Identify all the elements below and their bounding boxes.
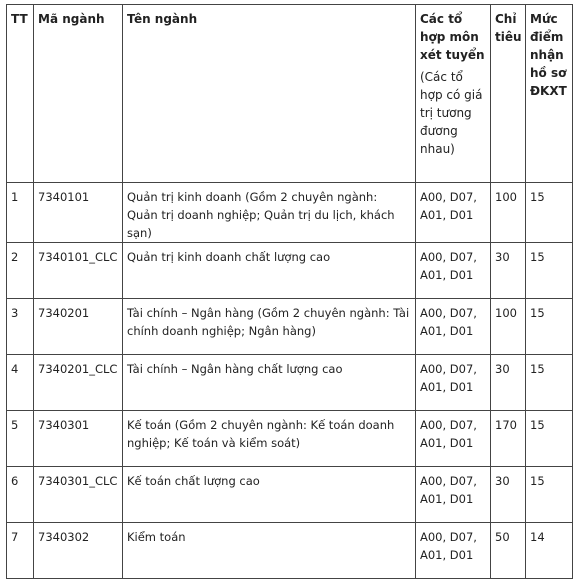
cell-score: 15 — [526, 299, 573, 355]
cell-combos: A00, D07, A01, D01 — [416, 467, 491, 523]
cell-combos: A00, D07, A01, D01 — [416, 355, 491, 411]
header-code: Mã ngành — [34, 5, 123, 183]
cell-quota: 30 — [491, 467, 526, 523]
cell-tt: 6 — [7, 467, 34, 523]
cell-quota: 30 — [491, 355, 526, 411]
cell-code: 7340101 — [34, 183, 123, 243]
header-combos-note: (Các tổ hợp có giá trị tương đương nhau) — [420, 70, 483, 156]
table-row — [7, 243, 573, 299]
header-row — [7, 5, 573, 183]
cell-name: Tài chính – Ngân hàng (Gồm 2 chuyên ngành: Tài chính doanh nghiệp; Ngân hàng) — [123, 299, 416, 355]
header-score: Mức điểm nhận hồ sơ ĐKXT — [526, 5, 573, 183]
table-row — [7, 411, 573, 467]
cell-score: 15 — [526, 411, 573, 467]
cell-score: 15 — [526, 355, 573, 411]
cell-quota: 30 — [491, 243, 526, 299]
cell-combos: A00, D07, A01, D01 — [416, 523, 491, 579]
cell-code: 7340302 — [34, 523, 123, 579]
cell-tt: 7 — [7, 523, 34, 579]
table-row — [7, 523, 573, 579]
cell-quota: 100 — [491, 183, 526, 243]
cell-quota: 170 — [491, 411, 526, 467]
header-tt: TT — [7, 5, 34, 183]
cell-code: 7340201_CLC — [34, 355, 123, 411]
cell-score: 14 — [526, 523, 573, 579]
cell-name: Tài chính – Ngân hàng chất lượng cao — [123, 355, 416, 411]
cell-score: 15 — [526, 183, 573, 243]
cell-tt: 3 — [7, 299, 34, 355]
header-combos — [416, 5, 491, 183]
cell-combos: A00, D07, A01, D01 — [416, 299, 491, 355]
cell-tt: 4 — [7, 355, 34, 411]
cell-score: 15 — [526, 467, 573, 523]
cell-quota: 100 — [491, 299, 526, 355]
header-combos-label: Các tổ hợp môn xét tuyển — [420, 12, 485, 62]
cell-code: 7340301_CLC — [34, 467, 123, 523]
header-name: Tên ngành — [123, 5, 416, 183]
cell-combos: A00, D07, A01, D01 — [416, 183, 491, 243]
table-row — [7, 183, 573, 243]
cell-name: Kiểm toán — [123, 523, 416, 579]
cell-score: 15 — [526, 243, 573, 299]
table-row — [7, 299, 573, 355]
cell-code: 7340301 — [34, 411, 123, 467]
admission-table — [6, 4, 573, 579]
cell-tt: 5 — [7, 411, 34, 467]
cell-code: 7340201 — [34, 299, 123, 355]
cell-tt: 2 — [7, 243, 34, 299]
cell-name: Kế toán (Gồm 2 chuyên ngành: Kế toán doanh nghiệp; Kế toán và kiểm soát) — [123, 411, 416, 467]
cell-combos: A00, D07, A01, D01 — [416, 411, 491, 467]
cell-combos: A00, D07, A01, D01 — [416, 243, 491, 299]
header-quota: Chỉ tiêu — [491, 5, 526, 183]
cell-name: Quản trị kinh doanh (Gồm 2 chuyên ngành: Quản trị doanh nghiệp; Quản trị du lịch, khách sạn) — [123, 183, 416, 243]
cell-code: 7340101_CLC — [34, 243, 123, 299]
cell-quota: 50 — [491, 523, 526, 579]
cell-tt: 1 — [7, 183, 34, 243]
table-row — [7, 467, 573, 523]
table-row — [7, 355, 573, 411]
cell-name: Quản trị kinh doanh chất lượng cao — [123, 243, 416, 299]
cell-name: Kế toán chất lượng cao — [123, 467, 416, 523]
